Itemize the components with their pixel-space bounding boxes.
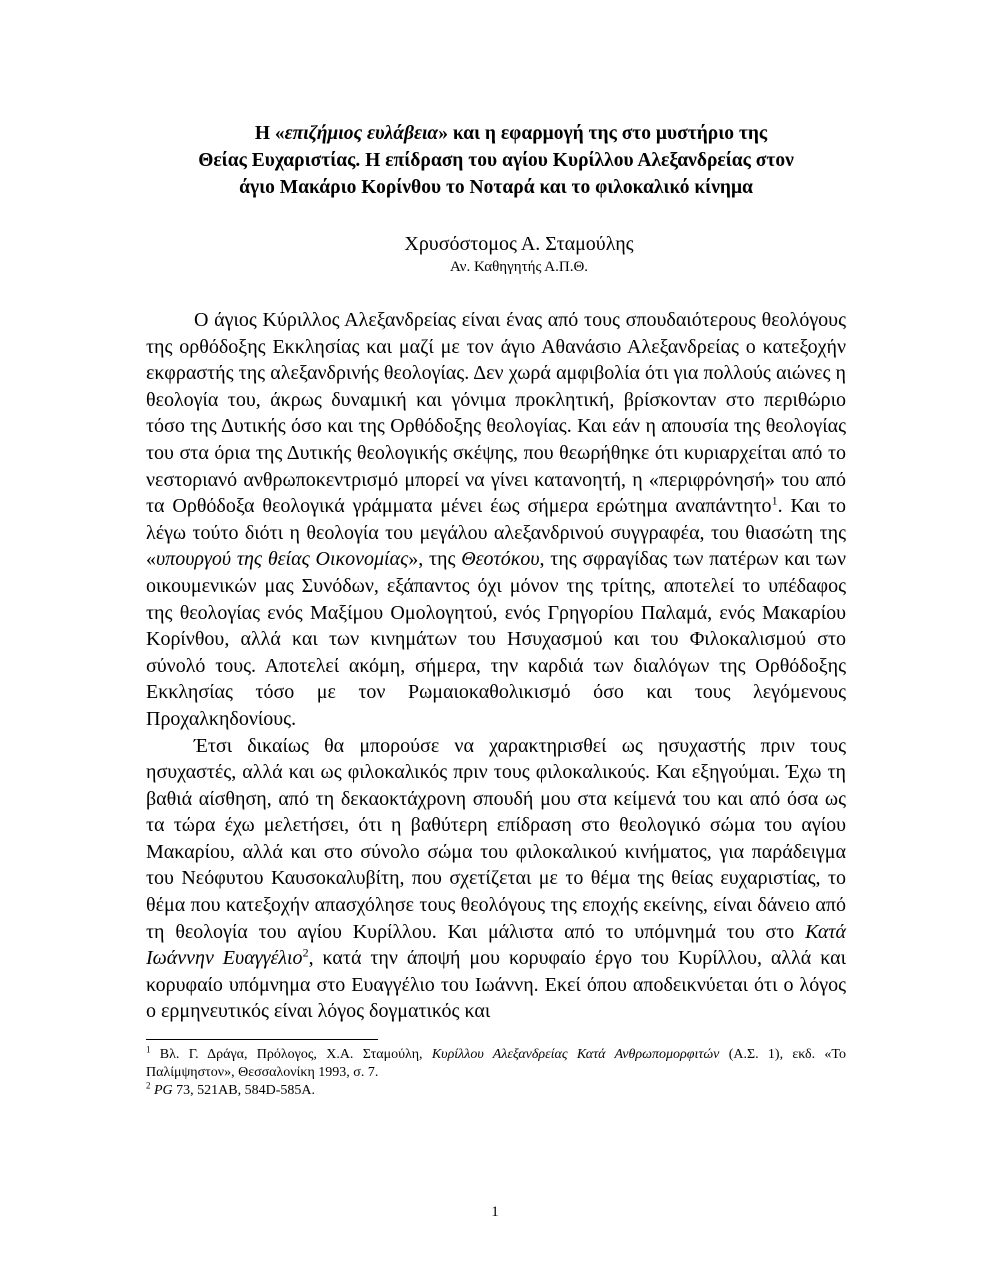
- title-text: Η «: [254, 123, 285, 144]
- italic-phrase: υπουργού της θείας Οικονομίας: [156, 548, 409, 571]
- italic-phrase: Θεοτόκου: [461, 548, 540, 571]
- paragraph-1: [146, 307, 846, 733]
- footnote-text: Βλ. Γ. Δράγα, Πρόλογος, Χ.Α. Σταμούλη,: [150, 1047, 432, 1063]
- author-name: Χρυσόστομος Α. Σταμούλης: [404, 233, 634, 255]
- paragraph-text: », της: [408, 548, 462, 571]
- paragraph-text: , κατά την άποψή μου κορυφαίο έργο του Κυρίλλου, αλλά και κορυφαίο υπόμνημα στο Ευαγγέλιο του Ιωάννη. Εκεί όπου αποδεικνύεται ότι ο λόγος ο ερμηνευτικός είναι λόγος δογματικός και: [146, 947, 847, 1023]
- author-affiliation: Αν. Καθηγητής Α.Π.Θ.: [449, 259, 589, 275]
- footnote-2: [146, 1082, 846, 1100]
- paragraph-text: . Και το λέγω τούτο διότι η θεολογία του μεγάλου αλεξανδρινού συγγραφέα, του θιασώτη της «: [146, 495, 846, 571]
- italic-phrase: Κατά Ιωάννην Ευαγγέλιο: [146, 920, 846, 970]
- footnote-mark: 2: [146, 1080, 151, 1091]
- body-text: [146, 307, 846, 1025]
- footnote-1: [146, 1046, 846, 1082]
- page-number: 1: [491, 1204, 499, 1220]
- paragraph-text: Έτσι δικαίως θα μπορούσε να χαρακτηρισθεί ως ησυχαστής πριν τους ησυχαστές, αλλά και ως φιλοκαλικός πριν τους φιλοκαλικούς. Και εξηγούμαι. Έχω τη βαθιά αίσθηση, από τη δεκαοκτάχρονη σπουδή μου στα κείμενά του και από όσα ως τα τώρα έχω μελετήσει, ότι η βαθύτερη επίδραση στο θεολογικό σώμα του αγίου Μακαρίου, αλλά και στο σύνολο σώμα του φιλοκαλικού κινήματος, για παράδειγμα του Νεόφυτου Καυσοκαλυβίτη, που σχετίζεται με το θέμα της θείας ευχαριστίας, το θέμα που κατεξοχήν απασχόλησε τους θεολόγους της εποχής εκείνης, είναι δάνειο από τη θεολογία του αγίου Κυρίλλου. Και μάλιστα από το υπόμνημά του στο: [146, 734, 846, 943]
- footnote-ref-2: 2: [302, 945, 309, 960]
- footnote-ref-1: 1: [771, 493, 778, 508]
- footnotes: [146, 1046, 846, 1100]
- title-italic-phrase: επιζήμιος ευλάβεια: [284, 123, 439, 144]
- footnote-divider: [146, 1039, 378, 1040]
- footnote-italic: PG: [154, 1083, 173, 1099]
- paragraph-text: , της σφραγίδας των πατέρων και των οικουμενικών μας Συνόδων, εξάπαντος όχι μόνον της τρίτης, αποτελεί το υπέδαφος της θεολογίας ενός Μαξίμου Ομολογητού, ενός Γρηγορίου Παλαμά, ενός Μακαρίου Κορίνθου, αλλά και των κινημάτων του Ησυχασμού και του Φιλοκαλισμού στο σύνολό τους. Αποτελεί ακόμη, σήμερα, την καρδιά των διαλόγων της Ορθόδοξης Εκκλησίας τόσο με τον Ρωμαιοκαθολικισμό όσο και τους λεγόμενους Προχαλκηδονίους.: [146, 548, 846, 730]
- document-title: [146, 120, 846, 201]
- footnote-italic: Κυρίλλου Αλεξανδρείας Κατά Ανθρωπομορφιτών: [431, 1047, 720, 1063]
- title-line-2: Θείας Ευχαριστίας. Η επίδραση του αγίου Κυρίλλου Αλεξανδρείας στον: [198, 150, 794, 171]
- document-page: [146, 0, 846, 1100]
- paragraph-2: [146, 733, 846, 1026]
- footnote-mark: 1: [146, 1044, 151, 1055]
- title-line-1: [146, 120, 846, 147]
- author-block: [146, 231, 846, 277]
- title-text: » και η εφαρμογή της στο μυστήριο της: [438, 123, 768, 144]
- footnote-text: 73, 521AB, 584D-585A.: [172, 1083, 316, 1099]
- footnote-text: (Α.Σ. 1), εκδ. «Το Παλίμψηστον», Θεσσαλονίκη 1993, σ. 7.: [146, 1047, 846, 1081]
- paragraph-text: Ο άγιος Κύριλλος Αλεξανδρείας είναι ένας από τους σπουδαιότερους θεολόγους της ορθόδοξης Εκκλησίας και μαζί με τον άγιο Αθανάσιο Αλεξανδρείας ο κατεξοχήν εκφραστής της αλεξανδρινής θεολογίας. Δεν χωρά αμφιβολία ότι για πολλούς αιώνες η θεολογία του, άκρως δυναμική και γόνιμα προκλητική, βρίσκονταν στο περιθώριο τόσο της Δυτικής όσο και της Ορθόδοξης θεολογίας. Και εάν η απουσία της θεολογίας του στα όρια της Δυτικής θεολογικής σκέψης, που θεωρήθηκε ότι κυριαρχείται από το νεστοριανό ανθρωποκεντρισμό μπορεί να γίνει κατανοητή, η «περιφρόνησή» του από τα Ορθόδοξα θεολογικά γράμματα μένει έως σήμερα ερώτημα αναπάντητο: [146, 309, 846, 518]
- title-line-3: άγιο Μακάριο Κορίνθου το Νοταρά και το φιλοκαλικό κίνημα: [239, 177, 753, 198]
